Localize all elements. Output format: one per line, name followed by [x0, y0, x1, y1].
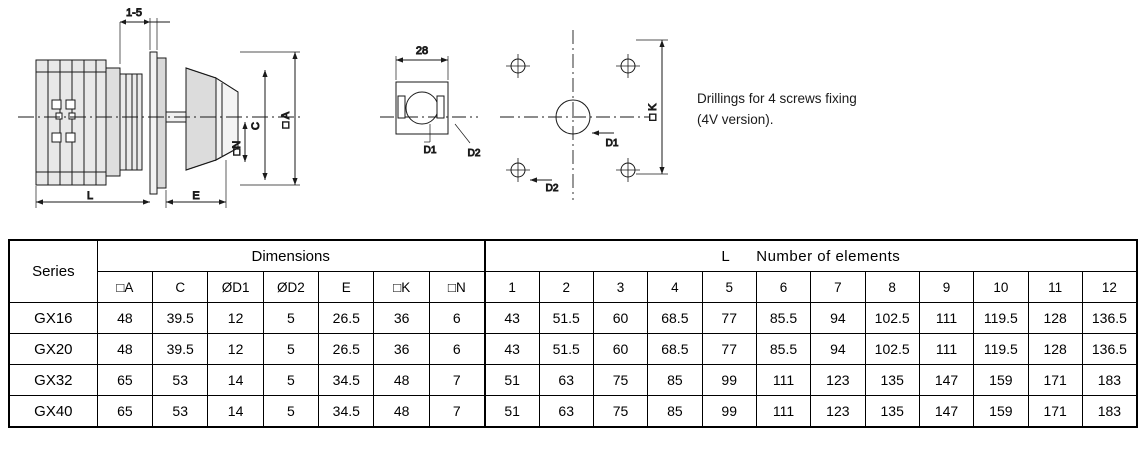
series-header: Series — [9, 240, 97, 303]
cell-N: 7 — [429, 365, 484, 396]
drawing-label-A: □ A — [280, 111, 292, 129]
cell-D2: 5 — [263, 303, 318, 334]
cell-C: 53 — [153, 365, 208, 396]
cell-elem-5: 77 — [702, 303, 756, 334]
cell-A: 65 — [97, 365, 152, 396]
cell-D2: 5 — [263, 334, 318, 365]
cell-D2: 5 — [263, 365, 318, 396]
cell-N: 6 — [429, 303, 484, 334]
cell-elem-11: 128 — [1028, 303, 1082, 334]
cell-elem-2: 51.5 — [539, 303, 593, 334]
cell-A: 48 — [97, 303, 152, 334]
cell-elem-2: 63 — [539, 396, 593, 428]
col-header-A: □A — [97, 272, 152, 303]
cell-elem-7: 123 — [811, 365, 865, 396]
cell-elem-12: 136.5 — [1082, 334, 1137, 365]
cell-elem-9: 111 — [919, 303, 973, 334]
cell-E: 26.5 — [319, 334, 374, 365]
cell-elem-3: 75 — [593, 365, 647, 396]
drawing-label-1-5: 1-5 — [126, 7, 142, 19]
cell-elem-7: 94 — [811, 334, 865, 365]
cell-D1: 14 — [208, 365, 263, 396]
cell-D1: 12 — [208, 303, 263, 334]
cell-K: 36 — [374, 334, 429, 365]
col-header-elem-9: 9 — [919, 272, 973, 303]
col-header-elem-6: 6 — [756, 272, 810, 303]
cell-elem-7: 123 — [811, 396, 865, 428]
cell-elem-11: 171 — [1028, 365, 1082, 396]
cell-D1: 12 — [208, 334, 263, 365]
cell-E: 26.5 — [319, 303, 374, 334]
cell-elem-9: 147 — [919, 396, 973, 428]
table-group-header-row — [9, 240, 1137, 272]
cell-elem-10: 119.5 — [974, 334, 1028, 365]
col-header-E: E — [319, 272, 374, 303]
col-header-elem-7: 7 — [811, 272, 865, 303]
col-header-elem-11: 11 — [1028, 272, 1082, 303]
cell-C: 39.5 — [153, 334, 208, 365]
cell-elem-4: 85 — [648, 396, 702, 428]
cell-elem-8: 135 — [865, 365, 919, 396]
col-header-elem-1: 1 — [485, 272, 539, 303]
col-header-elem-12: 12 — [1082, 272, 1137, 303]
col-header-N: □N — [429, 272, 484, 303]
col-header-elem-4: 4 — [648, 272, 702, 303]
cell-elem-5: 99 — [702, 396, 756, 428]
col-header-D2: ØD2 — [263, 272, 318, 303]
cell-elem-12: 183 — [1082, 365, 1137, 396]
cell-elem-1: 51 — [485, 396, 539, 428]
cell-elem-12: 183 — [1082, 396, 1137, 428]
cell-E: 34.5 — [319, 396, 374, 428]
cell-K: 48 — [374, 365, 429, 396]
drawing-label-L: L — [86, 190, 94, 202]
cell-elem-11: 128 — [1028, 334, 1082, 365]
cell-elem-6: 85.5 — [756, 334, 810, 365]
row-series: GX16 — [9, 303, 97, 334]
col-header-C: C — [153, 272, 208, 303]
cell-elem-6: 111 — [756, 365, 810, 396]
cell-elem-4: 85 — [648, 365, 702, 396]
cell-elem-12: 136.5 — [1082, 303, 1137, 334]
drawing-label-K: □ K — [647, 103, 659, 121]
drawing-label-D1-left: D1 — [423, 145, 437, 156]
row-series: GX40 — [9, 396, 97, 428]
cell-elem-2: 51.5 — [539, 334, 593, 365]
cell-elem-10: 159 — [974, 365, 1028, 396]
cell-elem-3: 60 — [593, 334, 647, 365]
cell-D1: 14 — [208, 396, 263, 428]
drilling-note-line1: Drillings for 4 screws fixing — [697, 91, 857, 106]
cell-elem-6: 85.5 — [756, 303, 810, 334]
cell-N: 6 — [429, 334, 484, 365]
cell-A: 48 — [97, 334, 152, 365]
drilling-note-line2: (4V version). — [697, 112, 774, 127]
col-header-K: □K — [374, 272, 429, 303]
drawing-label-N: □N — [231, 140, 243, 156]
cell-elem-3: 75 — [593, 396, 647, 428]
cell-K: 48 — [374, 396, 429, 428]
col-header-elem-8: 8 — [865, 272, 919, 303]
cell-elem-10: 159 — [974, 396, 1028, 428]
col-header-elem-2: 2 — [539, 272, 593, 303]
drawing-label-C: C — [250, 122, 262, 130]
group-header-elements-label: Number of elements — [756, 247, 901, 265]
cell-N: 7 — [429, 396, 484, 428]
cell-C: 39.5 — [153, 303, 208, 334]
cell-elem-5: 77 — [702, 334, 756, 365]
drawing-label-D1-right: D1 — [605, 138, 619, 149]
cell-elem-9: 111 — [919, 334, 973, 365]
cell-elem-7: 94 — [811, 303, 865, 334]
cell-D2: 5 — [263, 396, 318, 428]
cell-E: 34.5 — [319, 365, 374, 396]
table-row — [9, 334, 1137, 365]
table-row — [9, 303, 1137, 334]
cell-K: 36 — [374, 303, 429, 334]
cell-C: 53 — [153, 396, 208, 428]
table-column-header-row — [9, 272, 1137, 303]
cell-elem-4: 68.5 — [648, 303, 702, 334]
cell-elem-3: 60 — [593, 303, 647, 334]
table-row — [9, 365, 1137, 396]
cell-elem-5: 99 — [702, 365, 756, 396]
table-row — [9, 396, 1137, 428]
cell-elem-1: 43 — [485, 303, 539, 334]
col-header-elem-3: 3 — [593, 272, 647, 303]
drawing-label-28: 28 — [415, 45, 429, 57]
dimensions-table-wrapper — [8, 239, 1138, 428]
group-header-elements — [485, 240, 1137, 272]
cell-elem-4: 68.5 — [648, 334, 702, 365]
row-series: GX20 — [9, 334, 97, 365]
cell-elem-2: 63 — [539, 365, 593, 396]
drilling-note — [697, 88, 857, 130]
col-header-D1: ØD1 — [208, 272, 263, 303]
cell-elem-1: 43 — [485, 334, 539, 365]
drawing-label-D2-right: D2 — [545, 183, 559, 194]
group-header-dimensions: Dimensions — [97, 240, 485, 272]
col-header-elem-10: 10 — [974, 272, 1028, 303]
group-header-elements-l: L — [721, 247, 731, 265]
row-series: GX32 — [9, 365, 97, 396]
drawing-label-E: E — [192, 190, 200, 202]
cell-elem-11: 171 — [1028, 396, 1082, 428]
cell-elem-8: 102.5 — [865, 303, 919, 334]
cell-elem-6: 111 — [756, 396, 810, 428]
cell-elem-8: 135 — [865, 396, 919, 428]
col-header-elem-5: 5 — [702, 272, 756, 303]
drawing-label-D2-left: D2 — [467, 148, 481, 159]
cell-elem-10: 119.5 — [974, 303, 1028, 334]
cell-elem-1: 51 — [485, 365, 539, 396]
cell-elem-9: 147 — [919, 365, 973, 396]
dimensions-table — [8, 239, 1138, 428]
cell-A: 65 — [97, 396, 152, 428]
cell-elem-8: 102.5 — [865, 334, 919, 365]
